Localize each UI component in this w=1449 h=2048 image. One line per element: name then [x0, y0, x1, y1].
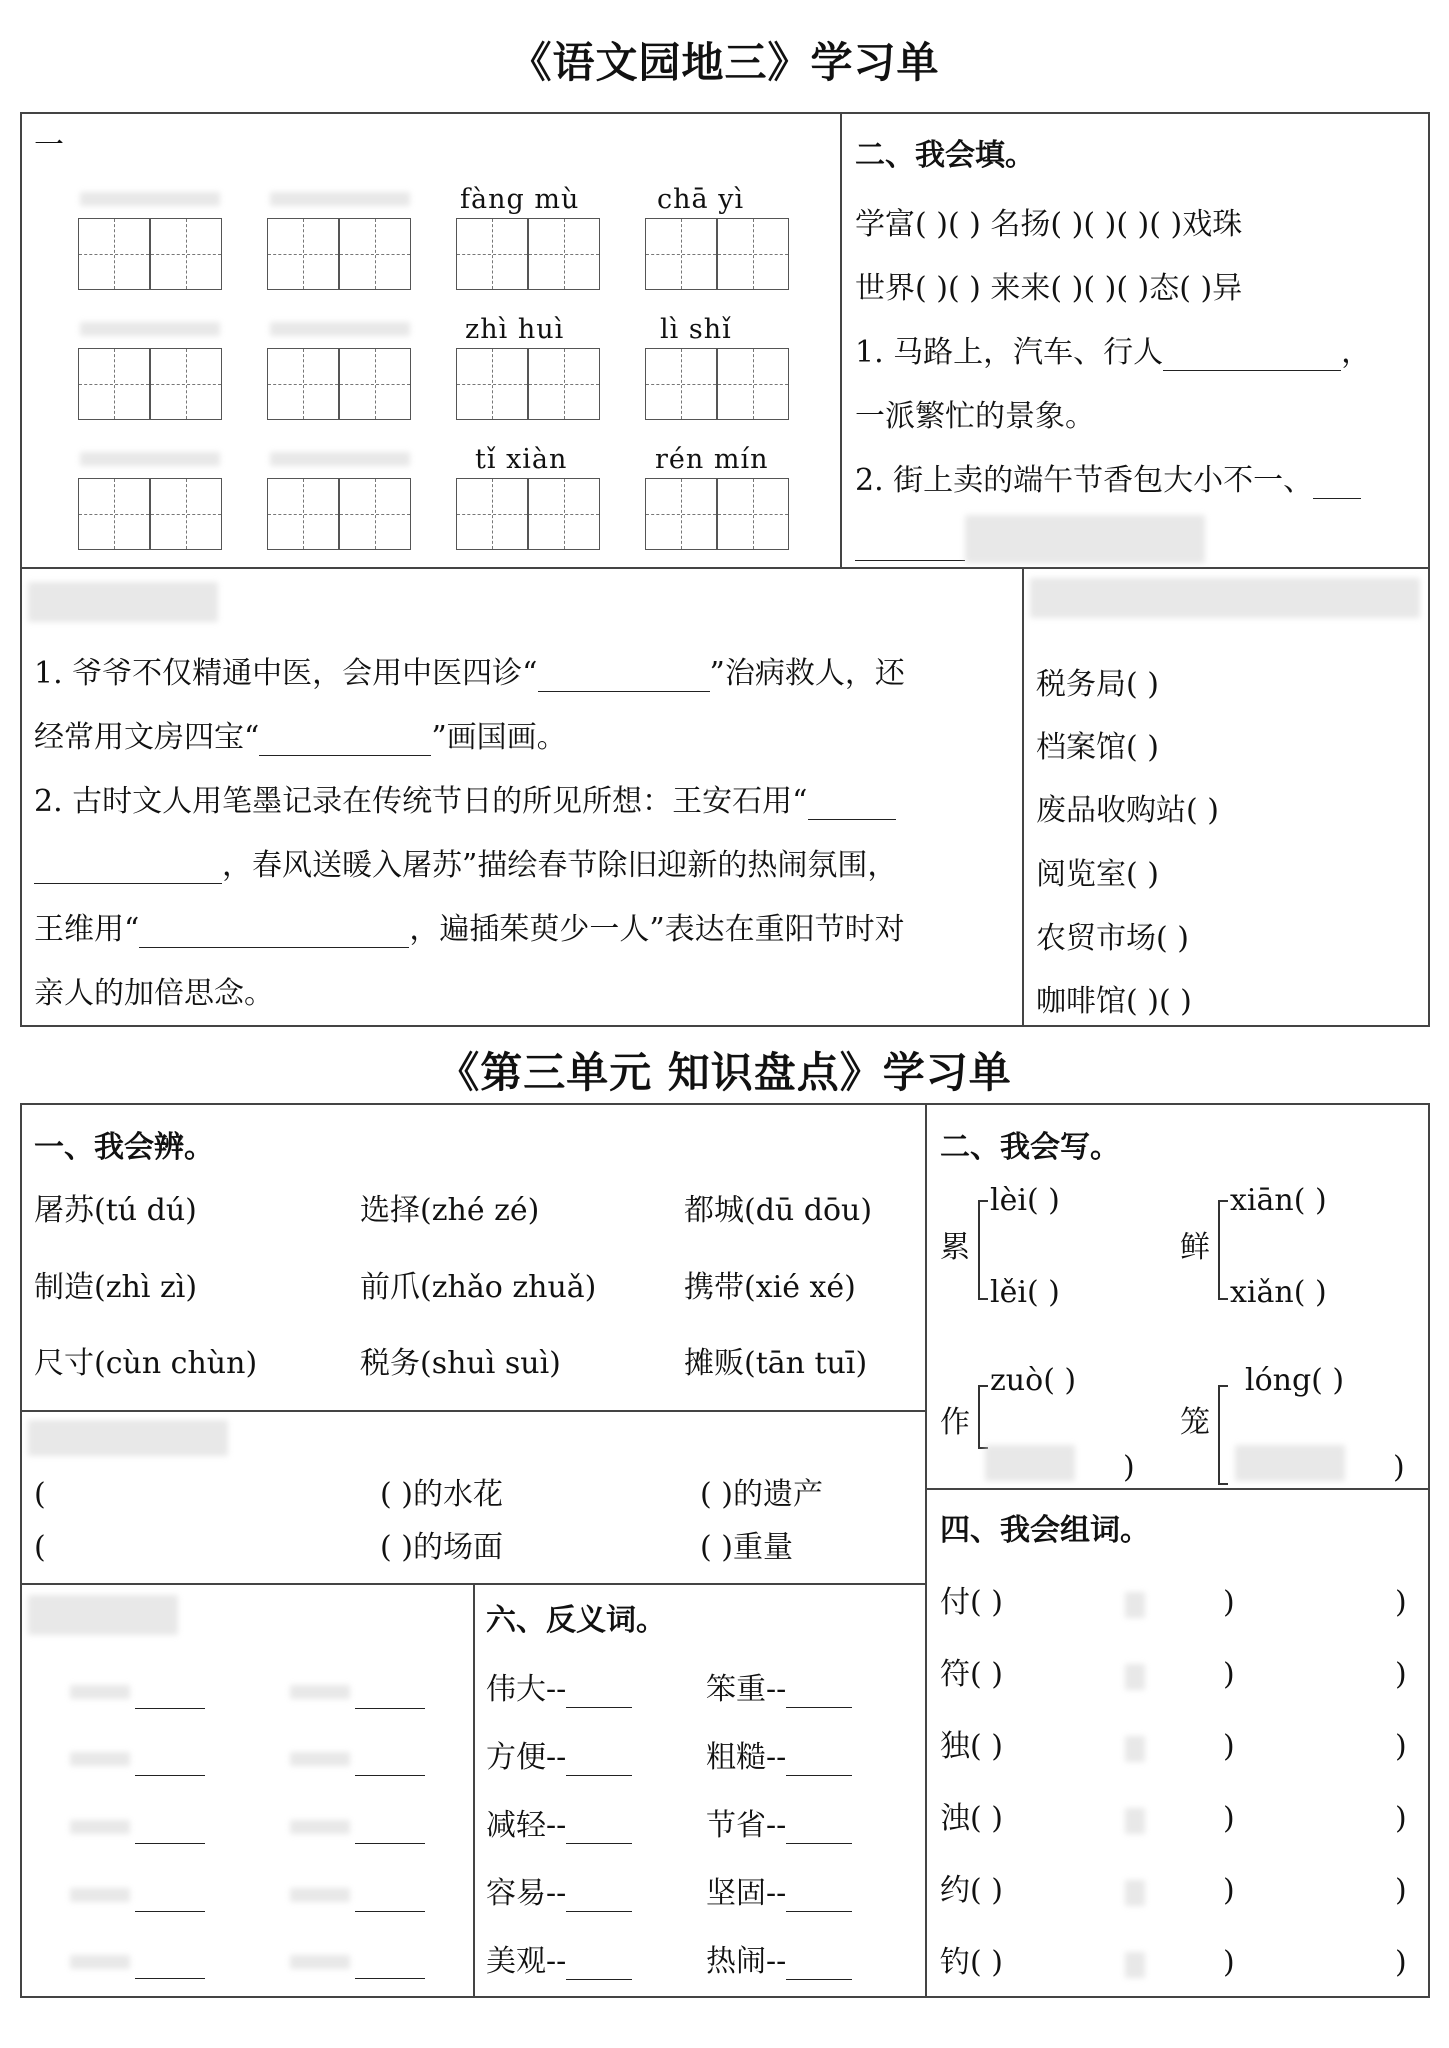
tian-box[interactable] — [150, 348, 222, 420]
xie-reading: xiān( ) — [1230, 1183, 1327, 1218]
tian-box[interactable] — [645, 478, 717, 550]
place-item: 档案馆( ) — [1036, 730, 1159, 765]
place-item: 废品收购站( ) — [1036, 793, 1219, 828]
sentence-line: 经常用文房四宝“ ”画国画。 — [34, 720, 567, 755]
xie-reading: ) — [1393, 1450, 1405, 1485]
dapei-item: ( — [34, 1530, 46, 1565]
answer-blank[interactable] — [135, 1775, 205, 1776]
section2-heading: 二、我会填。 — [855, 138, 1035, 173]
zuci-blank[interactable]: ( ) — [970, 1657, 1003, 1692]
zuci-blank[interactable]: ) — [1223, 1585, 1235, 1620]
answer-blank[interactable] — [786, 1951, 852, 1980]
tian-box[interactable] — [456, 218, 528, 290]
brace-icon — [978, 1200, 988, 1300]
zuci-blank[interactable]: ) — [1223, 1657, 1235, 1692]
tian-box[interactable] — [456, 348, 528, 420]
section-bian-heading: 一、我会辨。 — [34, 1130, 214, 1165]
bian-item: 制造(zhì zì) — [34, 1270, 198, 1305]
brace-icon — [1218, 1385, 1228, 1485]
xie-reading: lóng( ) — [1245, 1363, 1345, 1398]
zuci-char: 独 — [940, 1729, 970, 1764]
section1-marker: 一 — [34, 128, 64, 163]
brace-icon — [978, 1385, 988, 1449]
answer-blank[interactable] — [855, 560, 965, 561]
xie-reading: lèi( ) — [990, 1183, 1060, 1218]
answer-blank[interactable] — [786, 1883, 852, 1912]
answer-blank[interactable] — [135, 1978, 205, 1979]
dapei-item: ( — [34, 1477, 46, 1512]
tian-box[interactable] — [267, 218, 339, 290]
tian-box[interactable] — [78, 218, 150, 290]
answer-blank[interactable] — [566, 1951, 632, 1980]
tian-box[interactable] — [717, 218, 789, 290]
page1-title: 《语文园地三》学习单 — [509, 38, 940, 87]
answer-blank[interactable] — [135, 1708, 205, 1709]
tian-box[interactable] — [645, 348, 717, 420]
dapei-item: ( )的遗产 — [700, 1477, 823, 1512]
tian-box[interactable] — [528, 348, 600, 420]
answer-blank[interactable] — [566, 1679, 632, 1708]
dapei-item: ( )的场面 — [380, 1530, 503, 1565]
pinyin-label: chā yì — [657, 184, 745, 215]
section-zuci-heading: 四、我会组词。 — [940, 1513, 1150, 1548]
tian-box[interactable] — [339, 478, 411, 550]
tian-box[interactable] — [528, 478, 600, 550]
section-xie-heading: 二、我会写。 — [940, 1130, 1120, 1165]
answer-blank[interactable] — [566, 1883, 632, 1912]
sentence-line: 王维用“ ，遍插茱萸少一人”表达在重阳节时对 — [34, 912, 905, 947]
bian-item: 都城(dū dōu) — [684, 1193, 873, 1228]
zuci-char: 钓 — [940, 1945, 970, 1980]
fill-line: 2. 街上卖的端午节香包大小不一、 — [855, 463, 1361, 499]
answer-blank[interactable] — [1313, 470, 1361, 499]
sentence-line: ，春风送暖入屠苏”描绘春节除旧迎新的热闹氛围， — [34, 848, 897, 884]
answer-blank[interactable] — [786, 1747, 852, 1776]
xie-char: 笼 — [1180, 1405, 1210, 1440]
answer-blank[interactable] — [566, 1815, 632, 1844]
tian-box[interactable] — [528, 218, 600, 290]
answer-blank[interactable] — [355, 1708, 425, 1709]
zuci-blank[interactable]: ) — [1395, 1729, 1407, 1764]
fill-line: 世界( )( ) 来来( )( )( )态( )异 — [855, 271, 1243, 306]
zuci-blank[interactable]: ) — [1223, 1873, 1235, 1908]
pinyin-label: tǐ xiàn — [475, 444, 568, 475]
zuci-blank[interactable]: ) — [1395, 1873, 1407, 1908]
bian-item: 选择(zhé zé) — [360, 1193, 540, 1228]
answer-blank[interactable] — [135, 1843, 205, 1844]
answer-blank[interactable] — [139, 919, 409, 948]
page2-title: 《第三单元 知识盘点》学习单 — [437, 1048, 1012, 1097]
answer-blank[interactable] — [808, 791, 896, 820]
zuci-blank[interactable]: ) — [1395, 1657, 1407, 1692]
answer-blank[interactable] — [786, 1679, 852, 1708]
pinyin-label: lì shǐ — [660, 314, 732, 345]
pinyin-label: zhì huì — [465, 314, 565, 345]
bian-item: 税务(shuì suì) — [360, 1346, 561, 1381]
sentence-line: 亲人的加倍思念。 — [34, 976, 274, 1011]
sentence-line: 2. 古时文人用笔墨记录在传统节日的所见所想：王安石用“ — [34, 784, 896, 820]
zuci-char: 约 — [940, 1873, 970, 1908]
answer-blank[interactable] — [355, 1843, 425, 1844]
fill-line: 学富( )( ) 名扬( )( )( )( )戏珠 — [855, 207, 1243, 242]
place-item: 税务局( ) — [1036, 667, 1159, 702]
dapei-item: ( )重量 — [700, 1530, 793, 1565]
place-item: 阅览室( ) — [1036, 857, 1159, 892]
section-fanyi-heading: 六、反义词。 — [486, 1603, 666, 1638]
zuci-blank[interactable]: ( ) — [970, 1945, 1003, 1980]
answer-blank[interactable] — [34, 855, 222, 884]
zuci-char: 浊 — [940, 1801, 970, 1836]
xie-reading: lěi( ) — [990, 1275, 1060, 1310]
tian-box[interactable] — [717, 348, 789, 420]
answer-blank[interactable] — [1163, 342, 1341, 371]
xie-reading: xiǎn( ) — [1230, 1275, 1327, 1310]
tian-box[interactable] — [150, 478, 222, 550]
answer-blank[interactable] — [355, 1775, 425, 1776]
place-item: 农贸市场( ) — [1036, 921, 1189, 956]
zuci-blank[interactable]: ( ) — [970, 1873, 1003, 1908]
answer-blank[interactable] — [538, 663, 710, 692]
answer-blank[interactable] — [355, 1911, 425, 1912]
zuci-blank[interactable]: ) — [1223, 1801, 1235, 1836]
tian-box[interactable] — [78, 348, 150, 420]
answer-blank[interactable] — [135, 1911, 205, 1912]
tian-box[interactable] — [267, 348, 339, 420]
bian-item: 屠苏(tú dú) — [34, 1193, 197, 1228]
xie-char: 作 — [940, 1405, 970, 1440]
zuci-blank[interactable]: ) — [1395, 1945, 1407, 1980]
tian-box[interactable] — [339, 348, 411, 420]
pinyin-label: fàng mù — [460, 184, 580, 215]
tian-box[interactable] — [150, 218, 222, 290]
tian-box[interactable] — [78, 478, 150, 550]
xie-reading: ) — [1123, 1450, 1135, 1485]
sentence-line: 1. 爷爷不仅精通中医，会用中医四诊“ ”治病救人，还 — [34, 656, 905, 691]
xie-char: 鲜 — [1180, 1230, 1210, 1265]
brace-icon — [1218, 1200, 1228, 1300]
zuci-blank[interactable]: ( ) — [970, 1801, 1003, 1836]
answer-blank[interactable] — [786, 1815, 852, 1844]
zuci-blank[interactable]: ( ) — [970, 1729, 1003, 1764]
place-item: 咖啡馆( )( ) — [1036, 984, 1192, 1019]
answer-blank[interactable] — [355, 1978, 425, 1979]
zuci-blank[interactable]: ) — [1395, 1585, 1407, 1620]
bian-item: 前爪(zhǎo zhuǎ) — [360, 1270, 597, 1305]
xie-reading: zuò( ) — [990, 1363, 1077, 1398]
zuci-char: 付 — [940, 1585, 970, 1620]
zuci-blank[interactable]: ( ) — [970, 1585, 1003, 1620]
tian-box[interactable] — [717, 478, 789, 550]
xie-char: 累 — [940, 1230, 970, 1265]
zuci-blank[interactable]: ) — [1395, 1801, 1407, 1836]
answer-blank[interactable] — [566, 1747, 632, 1776]
fill-line: 1. 马路上，汽车、行人 ， — [855, 335, 1372, 370]
fill-line: 一派繁忙的景象。 — [855, 399, 1095, 434]
bian-item: 摊贩(tān tuī) — [684, 1346, 868, 1381]
zuci-blank[interactable]: ) — [1223, 1945, 1235, 1980]
tian-box[interactable] — [645, 218, 717, 290]
tian-box[interactable] — [456, 478, 528, 550]
dapei-item: ( )的水花 — [380, 1477, 503, 1512]
tian-box[interactable] — [339, 218, 411, 290]
answer-blank[interactable] — [259, 727, 431, 756]
zuci-blank[interactable]: ) — [1223, 1729, 1235, 1764]
bian-item: 尺寸(cùn chùn) — [34, 1346, 258, 1381]
pinyin-label: rén mín — [655, 444, 769, 475]
bian-item: 携带(xié xé) — [684, 1270, 856, 1305]
zuci-char: 符 — [940, 1657, 970, 1692]
tian-box[interactable] — [267, 478, 339, 550]
